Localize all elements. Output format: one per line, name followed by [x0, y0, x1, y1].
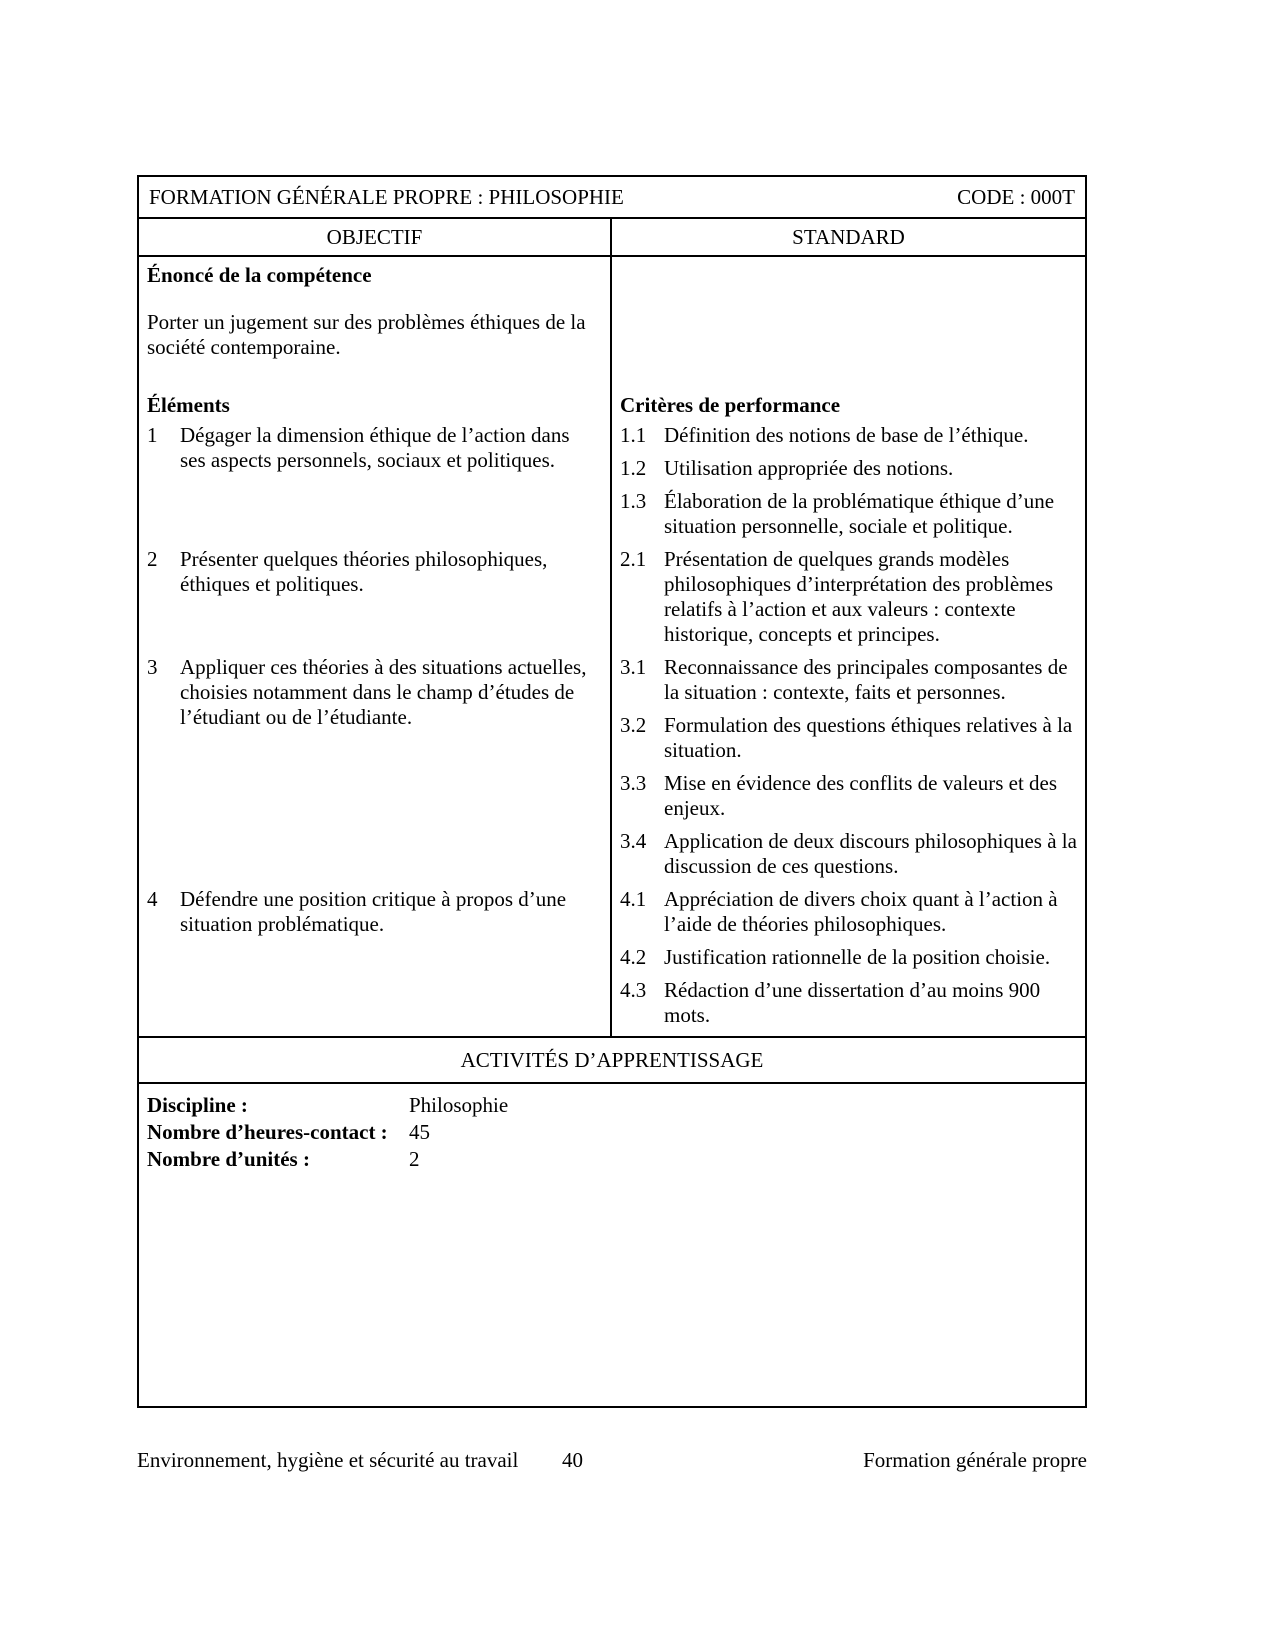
criterion-text: Présentation de quelques grands modèles philosophiques d’interprétation des problèmes relatifs à l’action et aux valeurs : contexte historique, concepts et principes. — [664, 547, 1054, 646]
column-headers-row — [139, 219, 1085, 257]
criteres-heading-cell — [612, 390, 1085, 423]
criterion-text: Justification rationnelle de la position choisie. — [664, 945, 1051, 969]
element-number: 4 — [147, 887, 158, 911]
enonce-text: Porter un jugement sur des problèmes éthiques de la société contemporaine. — [147, 310, 586, 359]
activites-title: ACTIVITÉS D’APPRENTISSAGE — [460, 1047, 764, 1072]
criterion-text: Formulation des questions éthiques relatives à la situation. — [664, 713, 1073, 762]
criterion-item — [620, 978, 1077, 1028]
criterion-item — [620, 713, 1077, 763]
activites-fields — [139, 1084, 1085, 1406]
criteres-heading: Critères de performance — [620, 393, 841, 417]
competency-row-4 — [139, 887, 1085, 1036]
element-cell-2 — [139, 547, 612, 655]
criterion-text: Définition des notions de base de l’éthique. — [664, 423, 1029, 447]
criterion-number: 3.4 — [620, 829, 647, 853]
criterion-number: 1.2 — [620, 456, 647, 480]
criteria-cell-2 — [612, 547, 1085, 655]
element-item — [147, 887, 598, 937]
footer-right-text: Formation générale propre — [863, 1448, 1087, 1472]
page-footer — [137, 1448, 1087, 1473]
page-number: 40 — [562, 1448, 583, 1472]
criterion-text: Reconnaissance des principales composantes de la situation : contexte, faits et personnes. — [664, 655, 1068, 704]
field-heures-contact — [147, 1119, 1077, 1146]
criterion-item — [620, 655, 1077, 705]
enonce-heading: Énoncé de la compétence — [147, 263, 372, 287]
enonce-cell — [139, 257, 612, 390]
criterion-number: 3.2 — [620, 713, 647, 737]
criteria-cell-4 — [612, 887, 1085, 1036]
criterion-item — [620, 945, 1077, 970]
criteria-cell-1 — [612, 423, 1085, 547]
element-item — [147, 423, 598, 473]
field-label: Nombre d’heures-contact : — [147, 1120, 388, 1144]
subheadings-row — [139, 390, 1085, 423]
competency-table — [137, 175, 1087, 1408]
column-header-objectif: OBJECTIF — [139, 219, 612, 255]
criterion-number: 1.1 — [620, 423, 647, 447]
column-header-standard: STANDARD — [792, 224, 905, 249]
criterion-item — [620, 423, 1077, 448]
criterion-text: Mise en évidence des conflits de valeurs et des enjeux. — [664, 771, 1058, 820]
table-header-row — [139, 177, 1085, 219]
footer-left-text: Environnement, hygiène et sécurité au travail — [137, 1448, 519, 1472]
element-number: 3 — [147, 655, 158, 679]
field-discipline — [147, 1092, 1077, 1119]
element-text: Défendre une position critique à propos d’une situation problématique. — [180, 887, 567, 936]
criterion-item — [620, 887, 1077, 937]
activites-header-row — [139, 1036, 1085, 1084]
element-item — [147, 655, 598, 730]
element-text: Présenter quelques théories philosophiques, éthiques et politiques. — [180, 547, 548, 596]
document-title: FORMATION GÉNÉRALE PROPRE : PHILOSOPHIE — [149, 184, 624, 209]
field-unites — [147, 1146, 1077, 1173]
criterion-item — [620, 489, 1077, 539]
element-cell-3 — [139, 655, 612, 887]
criterion-number: 1.3 — [620, 489, 647, 513]
criterion-item — [620, 456, 1077, 481]
field-label: Discipline : — [147, 1093, 248, 1117]
criterion-text: Appréciation de divers choix quant à l’action à l’aide de théories philosophiques. — [664, 887, 1058, 936]
criterion-text: Application de deux discours philosophiques à la discussion de ces questions. — [664, 829, 1077, 878]
criterion-number: 2.1 — [620, 547, 647, 571]
enonce-row — [139, 257, 1085, 390]
elements-heading: Éléments — [147, 393, 230, 417]
competency-row-1 — [139, 423, 1085, 547]
elements-heading-cell — [139, 390, 612, 423]
criterion-text: Utilisation appropriée des notions. — [664, 456, 954, 480]
criterion-number: 4.1 — [620, 887, 647, 911]
criterion-item — [620, 771, 1077, 821]
element-item — [147, 547, 598, 597]
criterion-text: Élaboration de la problématique éthique d’une situation personnelle, sociale et politique. — [664, 489, 1055, 538]
field-value: 45 — [409, 1120, 430, 1144]
competency-row-3 — [139, 655, 1085, 887]
criteria-cell-3 — [612, 655, 1085, 887]
criterion-number: 4.3 — [620, 978, 647, 1002]
criterion-item — [620, 829, 1077, 879]
competency-row-2 — [139, 547, 1085, 655]
element-text: Dégager la dimension éthique de l’action dans ses aspects personnels, sociaux et politiques. — [180, 423, 570, 472]
element-number: 2 — [147, 547, 158, 571]
enonce-empty-cell — [612, 257, 1085, 390]
document-code: CODE : 000T — [957, 184, 1075, 209]
element-number: 1 — [147, 423, 158, 447]
criterion-number: 4.2 — [620, 945, 647, 969]
field-value: Philosophie — [409, 1093, 509, 1117]
element-cell-1 — [139, 423, 612, 547]
element-text: Appliquer ces théories à des situations actuelles, choisies notamment dans le champ d’études de l’étudiant ou de l’étudiante. — [180, 655, 587, 729]
field-label: Nombre d’unités : — [147, 1147, 310, 1171]
criterion-number: 3.1 — [620, 655, 647, 679]
criterion-item — [620, 547, 1077, 647]
element-cell-4 — [139, 887, 612, 1036]
field-value: 2 — [409, 1147, 420, 1171]
criterion-number: 3.3 — [620, 771, 647, 795]
criterion-text: Rédaction d’une dissertation d’au moins 900 mots. — [664, 978, 1041, 1027]
